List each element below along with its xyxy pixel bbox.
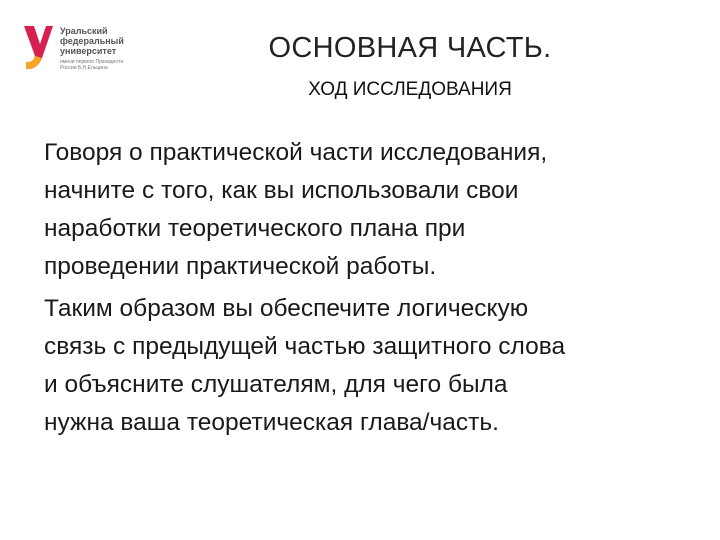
slide-title: ОСНОВНАЯ ЧАСТЬ.	[268, 32, 552, 64]
urfu-mark-icon	[20, 22, 56, 72]
logo-line: федеральный	[60, 36, 124, 46]
university-logo	[20, 22, 150, 74]
text-line: Говоря о практической части исследования,	[44, 139, 548, 166]
text-line: связь с предыдущей частью защитного слова	[44, 333, 566, 360]
logo-subline: имени первого Президента	[60, 59, 124, 65]
logo-line: университет	[60, 46, 117, 56]
text-line: нужна ваша теоретическая глава/часть.	[44, 409, 499, 436]
logo-line: Уральский	[60, 26, 108, 36]
body-paragraph	[44, 290, 684, 442]
slide-body	[44, 134, 684, 446]
text-line: и объясните слушателям, для чего была	[44, 371, 508, 398]
logo-subline: России Б.Н.Ельцина	[60, 65, 108, 71]
text-line: наработки теоретического плана при	[44, 215, 466, 242]
text-line: начните с того, как вы использовали свои	[44, 177, 519, 204]
text-line: Таким образом вы обеспечите логическую	[44, 295, 529, 322]
text-line: проведении практической работы.	[44, 253, 437, 280]
logo-text	[60, 26, 150, 71]
slide-subtitle: ХОД ИССЛЕДОВАНИЯ	[308, 79, 512, 100]
body-paragraph	[44, 134, 684, 286]
